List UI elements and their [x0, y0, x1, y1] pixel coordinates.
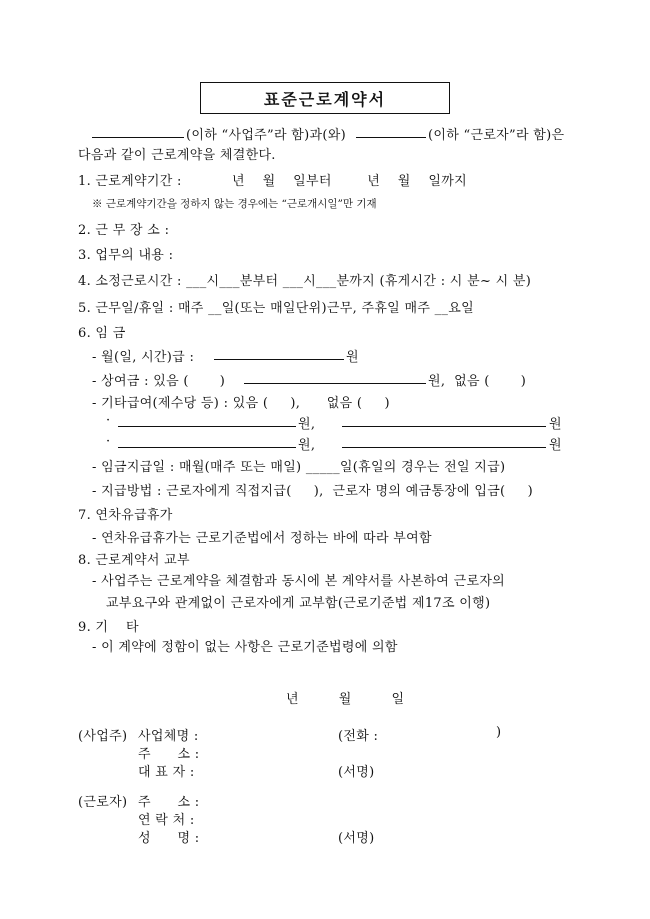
item-6-method: - 지급방법 : 근로자에게 직접지급( ), 근로자 명의 예금통장에 입금( ): [92, 484, 533, 499]
other-item-blank-3: [118, 447, 296, 448]
item-2-label: 2. 근 무 장 소 :: [78, 223, 170, 238]
employer-company-label: 사업체명 :: [138, 729, 199, 744]
won-label-1: 원,: [298, 417, 316, 432]
title-text: 표준근로계약서: [263, 89, 387, 109]
item-8-label: 8. 근로계약서 교부: [78, 553, 190, 568]
worker-sign: (서명): [338, 831, 375, 846]
document-title: [200, 82, 450, 114]
bullet-dot: ·: [106, 434, 111, 449]
bonus-amount-blank: [244, 383, 426, 384]
item-6-payday: - 임금지급일 : 매월(매주 또는 매일) _____일(휴일의 경우는 전일 지급): [92, 460, 506, 475]
signing-date: 년 월 일: [286, 692, 405, 707]
intro-line2: 다음과 같이 근로계약을 체결한다.: [78, 148, 276, 163]
employer-tag: (사업주): [78, 729, 128, 744]
other-item-blank-4: [342, 447, 546, 448]
bullet-dot: ·: [106, 413, 111, 428]
item-6-bonus: - 상여금 : 있음 ( ): [92, 374, 226, 389]
employer-sign: (서명): [338, 765, 375, 780]
item-1-dates: 년 월 일부터 년 월 일까지: [232, 174, 467, 189]
item-9-label: 9. 기 타: [78, 620, 139, 635]
employer-address-label: 주 소 :: [138, 747, 200, 762]
item-1-note: ※ 근로계약기간을 정하지 않는 경우에는 “근로개시일”만 기재: [92, 198, 377, 210]
item-6-other: - 기타급여(제수당 등) : 있음 ( ), 없음 ( ): [92, 396, 390, 411]
other-item-blank-1: [118, 426, 296, 427]
intro-employer-suffix: (이하 “사업주”라 함)과(와): [186, 128, 346, 143]
item-4-label: 4. 소정근로시간 : ___시___분부터 ___시___분까지 (휴게시간 : 시 분~ 시 분): [78, 274, 532, 289]
employer-rep-label: 대 표 자 :: [138, 765, 195, 780]
item-3-label: 3. 업무의 내용 :: [78, 248, 174, 263]
won-label-2: 원: [549, 417, 562, 432]
worker-address-label: 주 소 :: [138, 795, 200, 810]
item-7-label: 7. 연차유급휴가: [78, 508, 173, 523]
worker-contact-label: 연 락 처 :: [138, 813, 195, 828]
won-label-3: 원,: [298, 438, 316, 453]
item-1-label: 1. 근로계약기간 :: [78, 174, 182, 189]
item-6-bonus-unit: 원, 없음 ( ): [428, 374, 527, 389]
employer-name-blank: [92, 137, 184, 138]
won-label-4: 원: [549, 438, 562, 453]
other-item-blank-2: [342, 426, 546, 427]
item-8-detail-2: 교부요구와 관계없이 근로자에게 교부함(근로기준법 제17조 이행): [106, 596, 491, 611]
item-6-label: 6. 임 금: [78, 326, 126, 341]
worker-name-blank: [356, 137, 426, 138]
monthly-wage-blank: [214, 359, 344, 360]
worker-tag: (근로자): [78, 795, 128, 810]
item-7-detail: - 연차유급휴가는 근로기준법에서 정하는 바에 따라 부여함: [92, 531, 432, 546]
item-6-monthly-unit: 원: [346, 350, 359, 365]
item-5-label: 5. 근무일/휴일 : 매주 __일(또는 매일단위)근무, 주휴일 매주 __요일: [78, 301, 474, 316]
item-9-detail: - 이 계약에 정함이 없는 사항은 근로기준법령에 의함: [92, 640, 398, 655]
item-8-detail-1: - 사업주는 근로계약을 체결함과 동시에 본 계약서를 사본하여 근로자의: [92, 574, 506, 589]
employer-phone-close: ): [496, 725, 502, 740]
employer-phone-label: (전화 :: [338, 729, 379, 744]
worker-name-label: 성 명 :: [138, 831, 200, 846]
intro-worker-suffix: (이하 “근로자”라 함)은: [428, 128, 565, 143]
item-6-monthly: - 월(일, 시간)급 :: [92, 350, 195, 365]
